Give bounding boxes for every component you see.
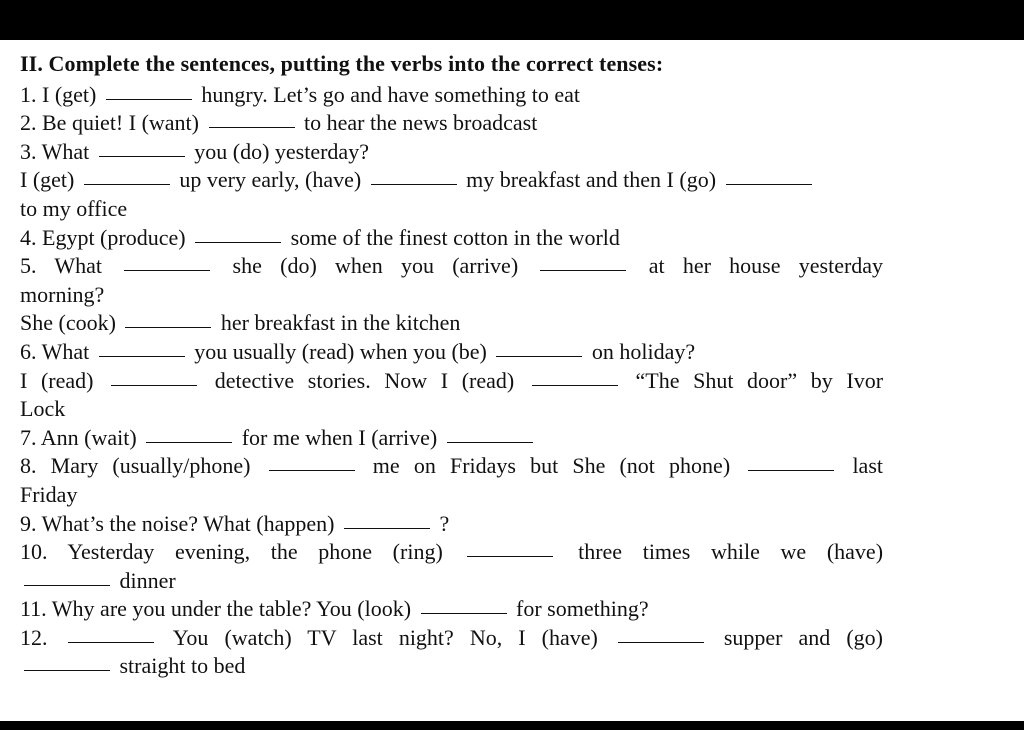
- sentence-line: [20, 252, 883, 281]
- answer-blank[interactable]: [24, 669, 110, 671]
- answer-blank[interactable]: [618, 641, 704, 643]
- sentence-text: for something?: [516, 596, 649, 622]
- exercise-content: [20, 50, 883, 681]
- sentence-line: [20, 510, 883, 539]
- answer-blank[interactable]: [726, 183, 812, 185]
- sentence-text: you usually (read) when you (be): [194, 338, 487, 364]
- answer-blank[interactable]: [532, 384, 618, 386]
- answer-blank[interactable]: [146, 441, 232, 443]
- exercise-title: II. Complete the sentences, putting the verbs into the correct tenses:: [20, 51, 664, 76]
- answer-blank[interactable]: [124, 269, 210, 271]
- sentence-text: morning?: [20, 281, 105, 307]
- sentence-text: 4. Egypt (produce): [20, 224, 186, 250]
- sentence-line: [20, 281, 883, 310]
- sentence-text: Friday: [20, 481, 78, 507]
- answer-blank[interactable]: [106, 98, 192, 100]
- answer-blank[interactable]: [269, 469, 355, 471]
- answer-blank[interactable]: [84, 183, 170, 185]
- answer-blank[interactable]: [195, 241, 281, 243]
- sentence-text: ?: [439, 510, 450, 536]
- answer-blank[interactable]: [467, 555, 553, 557]
- sentence-line: [20, 652, 883, 681]
- worksheet-page: [0, 40, 1024, 721]
- answer-blank[interactable]: [125, 326, 211, 328]
- sentence-line: [20, 224, 883, 253]
- sentence-text: to hear the news broadcast: [304, 110, 538, 136]
- sentence-line: [20, 166, 883, 195]
- exercise-lines: [20, 81, 883, 681]
- sentence-text: 2. Be quiet! I (want): [20, 110, 199, 136]
- sentence-text: she (do) when you (arrive): [232, 253, 519, 279]
- sentence-text: hungry. Let’s go and have something to eat: [201, 81, 580, 107]
- sentence-text: 10. Yesterday evening, the phone (ring): [20, 539, 443, 565]
- sentence-text: you (do) yesterday?: [194, 138, 369, 164]
- sentence-text: at her house yesterday: [648, 253, 884, 279]
- sentence-text: three times while we (have): [578, 539, 884, 565]
- answer-blank[interactable]: [209, 126, 295, 128]
- sentence-text: 9. What’s the noise? What (happen): [20, 510, 335, 536]
- sentence-text: 5. What: [20, 253, 103, 279]
- sentence-text: 11. Why are you under the table? You (look): [20, 596, 412, 622]
- answer-blank[interactable]: [68, 641, 154, 643]
- sentence-line: [20, 624, 883, 653]
- sentence-line: [20, 481, 883, 510]
- answer-blank[interactable]: [99, 355, 185, 357]
- sentence-line: [20, 424, 883, 453]
- sentence-text: 12.: [20, 624, 48, 650]
- sentence-text: Lock: [20, 396, 66, 422]
- sentence-line: [20, 395, 883, 424]
- sentence-text: detective stories. Now I (read): [214, 367, 515, 393]
- sentence-text: 8. Mary (usually/phone): [20, 453, 251, 479]
- sentence-text: up very early, (have): [179, 167, 362, 193]
- sentence-text: for me when I (arrive): [241, 424, 438, 450]
- sentence-text: 1. I (get): [20, 81, 97, 107]
- sentence-text: dinner: [119, 567, 176, 593]
- sentence-text: on holiday?: [591, 338, 696, 364]
- sentence-text: last: [852, 453, 883, 479]
- sentence-text: my breakfast and then I (go): [466, 167, 717, 193]
- sentence-line: [20, 367, 883, 396]
- sentence-text: 3. What: [20, 138, 90, 164]
- sentence-line: [20, 109, 883, 138]
- answer-blank[interactable]: [99, 155, 185, 157]
- sentence-text: straight to bed: [119, 653, 246, 679]
- sentence-line: [20, 595, 883, 624]
- sentence-line: [20, 538, 883, 567]
- sentence-line: [20, 452, 883, 481]
- answer-blank[interactable]: [421, 612, 507, 614]
- sentence-text: She (cook): [20, 310, 116, 336]
- sentence-text: her breakfast in the kitchen: [220, 310, 461, 336]
- answer-blank[interactable]: [540, 269, 626, 271]
- sentence-text: to my office: [20, 195, 128, 221]
- sentence-line: [20, 81, 883, 110]
- answer-blank[interactable]: [447, 441, 533, 443]
- sentence-text: supper and (go): [723, 624, 883, 650]
- answer-blank[interactable]: [111, 384, 197, 386]
- sentence-text: 6. What: [20, 338, 90, 364]
- sentence-line: [20, 567, 883, 596]
- answer-blank[interactable]: [496, 355, 582, 357]
- sentence-line: [20, 309, 883, 338]
- sentence-text: “The Shut door” by Ivor: [635, 367, 884, 393]
- answer-blank[interactable]: [371, 183, 457, 185]
- sentence-line: [20, 195, 883, 224]
- sentence-line: [20, 338, 883, 367]
- answer-blank[interactable]: [24, 584, 110, 586]
- sentence-text: I (get): [20, 167, 75, 193]
- sentence-text: some of the finest cotton in the world: [290, 224, 620, 250]
- sentence-text: me on Fridays but She (not phone): [372, 453, 731, 479]
- sentence-line: [20, 138, 883, 167]
- answer-blank[interactable]: [748, 469, 834, 471]
- answer-blank[interactable]: [344, 527, 430, 529]
- sentence-text: You (watch) TV last night? No, I (have): [172, 624, 598, 650]
- sentence-text: I (read): [20, 367, 94, 393]
- sentence-text: 7. Ann (wait): [20, 424, 137, 450]
